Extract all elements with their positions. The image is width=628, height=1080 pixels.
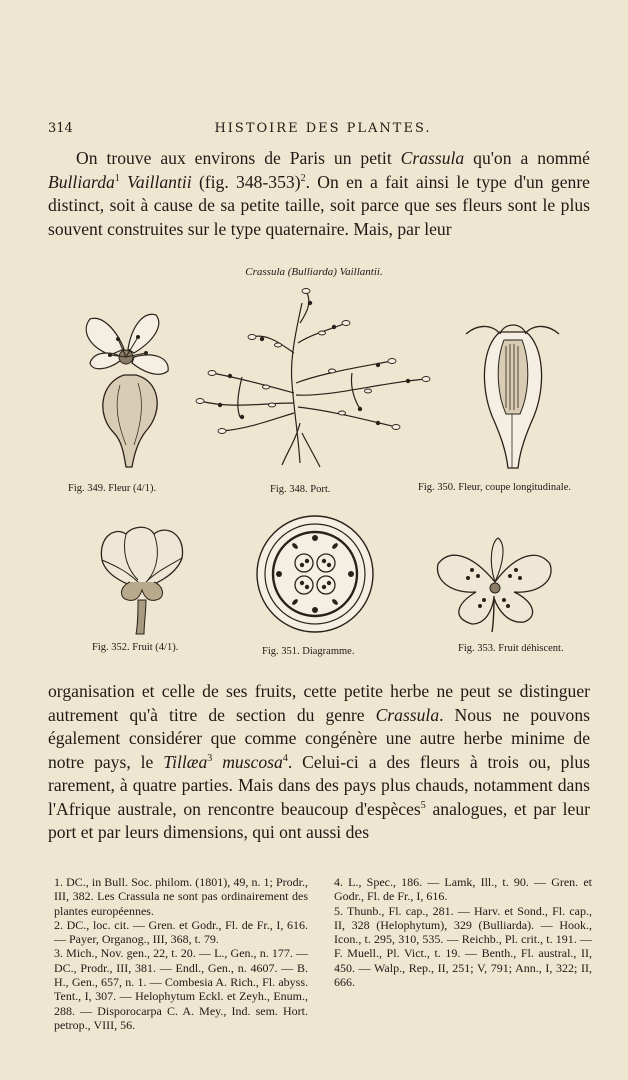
caption-fig-348: Fig. 348. Port. xyxy=(270,484,331,495)
footnote-2: 2. DC., loc. cit. — Gren. et Godr., Fl. de Fr., I, 616. — Payer, Organog., III, 368, t. 79. xyxy=(54,917,308,947)
footnote-1: 1. DC., in Bull. Soc. philom. (1801), 49, n. 1; Prodr., III, 382. Les Crassula ne sont pas ordinairement des plantes européennes. xyxy=(54,875,308,918)
page-number: 314 xyxy=(48,121,73,136)
paragraph-2: organisation et celle de ses fruits, cette petite herbe ne peut se distinguer autrement qu'à titre de section du genre Crassula. Nous ne pouvons également considérer que comme congénère une autre herbe minime de notre pays, le Tillæa$^3$ muscosa$^4$. Celui-ci a des fleurs à trois ou, plus rarement, à quatre parties. Mais dans des pays plus chauds, notamment dans l'Afrique australe, on rencontre beaucoup d'espèces$^5$ analogues, et par leur port et par leurs dimensions, qui ont aussi des xyxy=(48,681,591,842)
fig-350-section-illustration xyxy=(460,316,565,471)
caption-fig-349: Fig. 349. Fleur (4/1). xyxy=(68,483,157,494)
caption-fig-350: Fig. 350. Fleur, coupe longitudinale. xyxy=(418,482,571,493)
paragraph-1: On trouve aux environs de Paris un petit Crassula qu'on a nommé Bulliarda$^1$ Vaillantii (fig. 348-353)$^2$. On en a fait ainsi le type d'un genre distinct, soit à cause de sa petite taille, soit parce que ses fleurs sont le plus souvent construites sur le type quaternaire. Mais, par leur xyxy=(48,148,590,239)
figure-group-heading: Crassula (Bulliarda) Vaillantii. xyxy=(245,266,383,278)
fig-352-fruit-illustration xyxy=(92,516,192,636)
running-head xyxy=(48,121,598,139)
caption-fig-351: Fig. 351. Diagramme. xyxy=(262,646,355,657)
footnotes-column-left xyxy=(54,875,308,1032)
caption-fig-352: Fig. 352. Fruit (4/1). xyxy=(92,642,179,653)
footnote-5: 5. Thunb., Fl. cap., 281. — Harv. et Sond., Fl. cap., II, 328 (Helophytum), 329 (Bulliarda). — Hook., Icon., t. 295, 310, 535. — Reichb., Pl. crit., t. 191. — F. Muell., Pl. Vict., t. 19. — Benth., Fl. austral., II, 450. — Walp., Rep., II, 251; V, 791; Ann., I, 322; II, 666. xyxy=(334,903,592,990)
fig-353-dehiscent-fruit-illustration xyxy=(432,534,558,634)
running-title: HISTOIRE DES PLANTES. xyxy=(214,121,432,136)
fig-349-flower-illustration xyxy=(80,305,175,470)
footnote-4: 4. L., Spec., 186. — Lamk, Ill., t. 90. — Gren. et Godr., Fl. de Fr., I, 616. xyxy=(334,875,592,904)
footnotes-column-right xyxy=(334,875,592,989)
footnote-3: 3. Mich., Nov. gen., 22, t. 20. — L., Gen., n. 177. — DC., Prodr., III, 381. — Endl., Gen., n. 4607. — B. H., Gen., 657, n. 1. — Combesia A. Rich., Fl. abyss. Tent., I, 307. — Helophytum Eckl. et Zeyh., Enum., 288. — Disporocarpa C. A. Mey., Ind. sem. Hort. petrop., VIII, 56. xyxy=(54,946,308,1032)
fig-351-diagram-illustration xyxy=(254,513,376,635)
fig-348-habit-illustration xyxy=(182,283,442,473)
caption-fig-353: Fig. 353. Fruit déhiscent. xyxy=(458,643,564,654)
